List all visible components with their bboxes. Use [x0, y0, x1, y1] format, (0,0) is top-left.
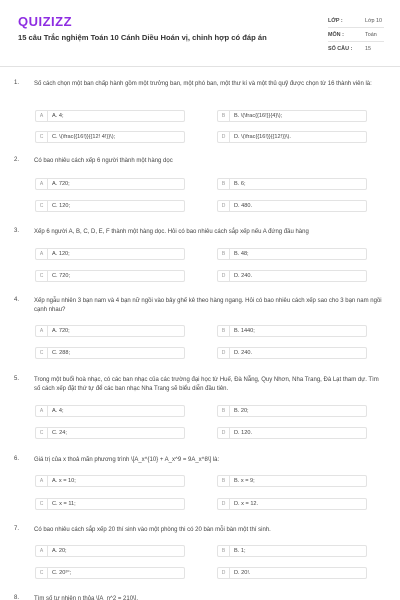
- option-letter: D: [218, 201, 230, 211]
- question-number: 8.: [14, 595, 20, 600]
- option-letter: D: [218, 271, 230, 281]
- option-a[interactable]: [35, 178, 185, 190]
- meta-row-subject: [328, 28, 384, 42]
- option-text: C. x = 11;: [52, 501, 76, 507]
- meta-row-class: [328, 14, 384, 28]
- option-letter: C: [36, 201, 48, 211]
- option-d[interactable]: [217, 567, 367, 579]
- question-text: Giá trị của x thoả mãn phương trình \[A_x^{10} + A_x^9 = 9A_x^8\] là:: [34, 457, 220, 463]
- option-letter: B: [218, 249, 230, 259]
- worksheet-title: 15 câu Trắc nghiệm Toán 10 Cánh Diều Hoán vị, chỉnh hợp có đáp án: [18, 33, 267, 42]
- option-c[interactable]: [35, 567, 185, 579]
- option-letter: B: [218, 111, 230, 121]
- option-letter: D: [218, 428, 230, 438]
- worksheet-meta: [328, 14, 384, 56]
- option-text: A. x = 10;: [52, 478, 76, 484]
- option-text: C. 288;: [52, 350, 71, 356]
- option-letter: B: [218, 326, 230, 336]
- option-b[interactable]: [217, 110, 367, 122]
- option-c[interactable]: [35, 347, 185, 359]
- option-letter: D: [218, 568, 230, 578]
- option-text: D. 120.: [234, 430, 253, 436]
- option-letter: B: [218, 476, 230, 486]
- header-divider: [0, 66, 400, 67]
- meta-row-count: [328, 42, 384, 56]
- option-text: B. 1440;: [234, 328, 255, 334]
- option-letter: A: [36, 111, 48, 121]
- option-text: A. 720;: [52, 328, 70, 334]
- meta-label: SỐ CÂU :: [328, 46, 353, 52]
- option-text: A. 20;: [52, 548, 67, 554]
- question-text: Trong một buổi hoà nhạc, có các ban nhạc của các trường đại học từ Huế, Đà Nẵng, Quy Nhơn, Nha Trang, Đà Lạt tham dự. Tìm số cách xếp đặt thứ tự để các ban nhạc Nha Trang sẽ biểu diễn đầu tiên.: [34, 377, 379, 392]
- option-letter: D: [218, 348, 230, 358]
- option-a[interactable]: [35, 475, 185, 487]
- option-b[interactable]: [217, 545, 367, 557]
- option-text: B. 1;: [234, 548, 246, 554]
- option-text: A. 720;: [52, 181, 70, 187]
- quizizz-logo: QUIZIZZ: [18, 14, 73, 29]
- option-letter: A: [36, 249, 48, 259]
- option-letter: A: [36, 406, 48, 416]
- question-number: 4.: [14, 297, 20, 303]
- option-text: B. \(\frac{{16!}}{4}\);: [234, 113, 283, 119]
- option-d[interactable]: [217, 270, 367, 282]
- meta-value: Lớp 10: [365, 18, 383, 24]
- option-letter: B: [218, 546, 230, 556]
- option-text: C. 720;: [52, 273, 71, 279]
- worksheet-header: [0, 0, 400, 66]
- option-a[interactable]: [35, 248, 185, 260]
- option-text: D. \(\frac{{16!}}{{12!}}\).: [234, 134, 291, 140]
- question-number: 6.: [14, 456, 20, 462]
- option-d[interactable]: [217, 427, 367, 439]
- option-text: C. 120;: [52, 203, 71, 209]
- meta-label: MÔN :: [328, 32, 344, 38]
- question-number: 7.: [14, 526, 20, 532]
- option-text: B. 48;: [234, 251, 249, 257]
- option-text: D. 240.: [234, 350, 253, 356]
- question-text: Tìm số tự nhiên n thỏa \[A_n^2 = 210\].: [34, 596, 139, 600]
- option-b[interactable]: [217, 325, 367, 337]
- option-letter: A: [36, 476, 48, 486]
- option-text: D. 20!.: [234, 570, 251, 576]
- question-number: 2.: [14, 157, 20, 163]
- option-a[interactable]: [35, 405, 185, 417]
- question-text: Có bao nhiêu cách sắp xếp 20 thí sinh vào một phòng thi có 20 bàn mỗi bàn một thí sinh.: [34, 527, 271, 533]
- option-c[interactable]: [35, 200, 185, 212]
- option-c[interactable]: [35, 427, 185, 439]
- question-text: Xếp 6 người A, B, C, D, E, F thành một hàng dọc. Hỏi có bao nhiêu cách sắp xếp nếu A đứng đầu hàng: [34, 229, 309, 235]
- option-d[interactable]: [217, 131, 367, 143]
- option-letter: A: [36, 546, 48, 556]
- option-letter: C: [36, 132, 48, 142]
- option-c[interactable]: [35, 131, 185, 143]
- option-text: D. 480.: [234, 203, 253, 209]
- option-letter: A: [36, 179, 48, 189]
- option-b[interactable]: [217, 475, 367, 487]
- option-text: C. \(\frac{{16!}}{{12! 4!}}\);: [52, 134, 116, 140]
- option-a[interactable]: [35, 110, 185, 122]
- meta-value: 15: [365, 46, 371, 52]
- option-letter: A: [36, 326, 48, 336]
- question-number: 3.: [14, 228, 20, 234]
- question-text: Số cách chọn một ban chấp hành gồm một trưởng ban, một phó ban, một thư kí và một thủ quỹ được chọn từ 16 thành viên là:: [34, 81, 372, 87]
- option-c[interactable]: [35, 270, 185, 282]
- option-d[interactable]: [217, 200, 367, 212]
- question-text: Xếp ngẫu nhiên 3 bạn nam và 4 bạn nữ ngồi vào bảy ghế kê theo hàng ngang. Hỏi có bao nhiêu cách xếp sao cho 3 bạn nam ngồi cạnh nhau?: [34, 298, 382, 313]
- meta-value: Toán: [365, 32, 377, 38]
- option-letter: C: [36, 271, 48, 281]
- option-letter: D: [218, 132, 230, 142]
- option-a[interactable]: [35, 325, 185, 337]
- option-letter: B: [218, 179, 230, 189]
- question-number: 1.: [14, 80, 20, 86]
- option-letter: B: [218, 406, 230, 416]
- option-letter: C: [36, 348, 48, 358]
- option-b[interactable]: [217, 405, 367, 417]
- option-text: A. 4;: [52, 113, 64, 119]
- option-letter: C: [36, 499, 48, 509]
- option-text: D. 240.: [234, 273, 253, 279]
- option-c[interactable]: [35, 498, 185, 510]
- option-text: A. 120;: [52, 251, 70, 257]
- question-number: 5.: [14, 376, 20, 382]
- option-text: C. 20²⁰;: [52, 570, 72, 576]
- option-text: D. x = 12.: [234, 501, 259, 507]
- option-text: A. 4;: [52, 408, 64, 414]
- option-a[interactable]: [35, 545, 185, 557]
- option-text: C. 24;: [52, 430, 67, 436]
- option-d[interactable]: [217, 498, 367, 510]
- option-letter: C: [36, 568, 48, 578]
- question-text: Có bao nhiêu cách xếp 6 người thành một hàng dọc: [34, 158, 173, 164]
- option-text: B. 6;: [234, 181, 246, 187]
- option-b[interactable]: [217, 178, 367, 190]
- option-d[interactable]: [217, 347, 367, 359]
- option-letter: D: [218, 499, 230, 509]
- option-text: B. 20;: [234, 408, 249, 414]
- option-text: B. x = 9;: [234, 478, 255, 484]
- meta-label: LỚP :: [328, 18, 343, 24]
- option-b[interactable]: [217, 248, 367, 260]
- option-letter: C: [36, 428, 48, 438]
